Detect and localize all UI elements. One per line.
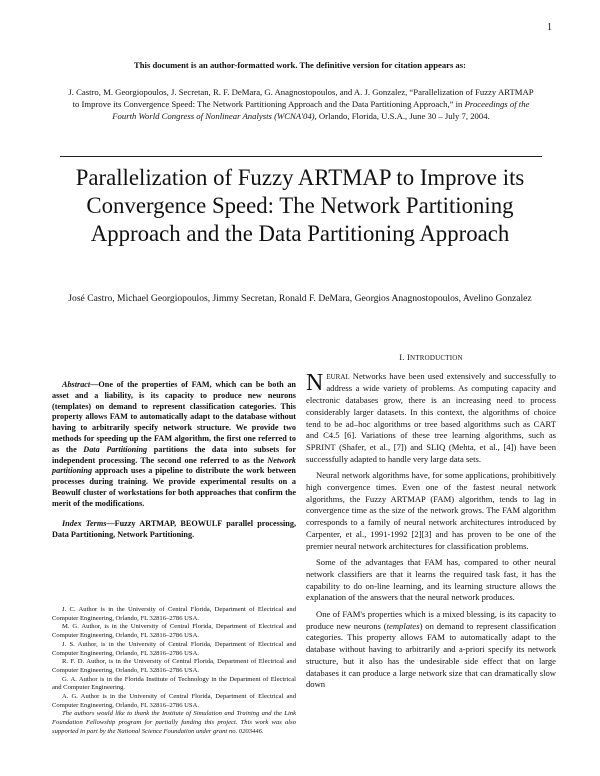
body-text: One of FAM's properties which is a mixed blessing, is its capacity to produce new neurons ( <box>306 609 556 631</box>
right-column <box>306 352 556 691</box>
index-terms-dash: — <box>106 518 115 528</box>
section-title-rest: NTRODUCTION <box>410 354 463 362</box>
author-list: José Castro, Michael Georgiopoulos, Jimmy Secretan, Ronald F. DeMara, Georgios Anagnostopoulos, Avelino Gonzalez <box>68 293 532 304</box>
abstract-text-1: One of the properties of FAM, which can be both an asset and a liability, is its capacity to produce new neurons (templates) on demand to represent classification categories. This property allows FAM to automatically adapt to the database without having to arbitrarily specify network structure. We provide two methods for speeding up the FAM algorithm, the first one referred to as the <box>52 380 296 454</box>
citation-location-date: , Orlando, Florida, U.S.A., June 30 – July 7, 2004. <box>314 111 490 121</box>
left-column <box>52 352 296 540</box>
abstract-dash: — <box>90 380 99 389</box>
drop-cap: N <box>306 369 324 396</box>
page-number: 1 <box>547 22 552 33</box>
body-text: ) on demand to represent classification categories. This property allows FAM to automatically adapt to the database without having to arbitrarily and a-priori specify its network structure, but it also has the undesirable side effect that on large databases it can produce a large network size that can dramatically slow down <box>306 620 556 690</box>
abstract-emphasis-2: Network partitioning <box>52 455 296 476</box>
index-terms <box>52 518 296 540</box>
footnote: M. G. Author, is in the University of Central Florida, Department of Electrical and Computer Engineering, Orlando, FL 32816–2786 USA. <box>52 623 296 640</box>
index-terms-text: Fuzzy ARTMAP, BEOWULF parallel processing, Data Partitioning, Network Partitioning. <box>52 518 296 539</box>
author-footnotes <box>52 606 296 737</box>
citation-authors-title: J. Castro, M. Georgiopoulos, J. Secretan, R. F. DeMara, G. Anagnostopoulos, and A. J. Gonzalez, “Parallelization of Fuzzy ARTMAP to Improve its Convergence Speed: The Network Partitioning Approach and the Data Partitioning Approach,” in <box>68 87 534 109</box>
paper-title: Parallelization of Fuzzy ARTMAP to Improve its Convergence Speed: The Network Partitioning Approach and the Data Partitioning Approach <box>75 165 525 246</box>
abstract-emphasis-1: Data Partitioning <box>83 444 148 454</box>
body-paragraph-2: Neural network algorithms have, for some applications, prohibitively high convergence times. Even one of the fastest neural network algorithms, the Fuzzy ARTMAP (FAM) algorithm, tends to lag in convergence time as the size of the network grows. The FAM algorithm corresponds to a family of neural network architectures introduced by Carpenter, et al., 1991-1992 [2][3] and has proven to be one of the premier neural network architectures for classification problems. <box>306 470 556 551</box>
body-paragraph-4 <box>306 609 556 691</box>
index-terms-label: Index Terms <box>62 518 107 528</box>
citation-venue: Proceedings of the Fourth World Congress of Nonlinear Analysts (WCNA'04) <box>112 99 530 121</box>
abstract-label: Abstract <box>62 380 91 389</box>
body-text: Networks have been used extensively and successfully to address a wide variety of problems. As computing capacity and electronic databases grow, there is an increasing need to process considerably larger datasets. In this context, the algorithms of choice tend to be ad–hoc algorithms or tree based algorithms such as CART and C4.5 [6]. Variations of these tree learning algorithms, such as SPRINT (Shafer, et al., [7]) and SLIQ (Mehta, et al., [4]) have been successfully adapted to handle very large data sets. <box>306 370 556 464</box>
body-paragraph-3: Some of the advantages that FAM has, compared to other neural network classifiers are that it learns the required task fast, it has the capability to do on-line learning, and its learning structure allows the explanation of the answers that the neural network produces. <box>306 557 556 603</box>
section-numeral: I. <box>399 352 405 362</box>
citation-block <box>68 86 534 122</box>
section-heading-introduction <box>306 352 556 365</box>
footnote: R. F. D. Author, is in the University of Central Florida, Department of Electrical and Computer Engineering, Orlando, FL 32816–2786 USA. <box>52 658 296 674</box>
smallcaps-word: EURAL <box>326 372 350 381</box>
abstract-text-2: partitions the data into subsets for independent processing. The second one referred to as the <box>52 444 297 465</box>
acknowledgement: The authors would like to thank the Institute of Simulation and Training and the Link Foundation Fellowship program for partially funding this project. This work was also supported in part by the National Science Foundation under grant no. 0203446. <box>52 710 296 735</box>
citation-notice: This document is an author-formatted work. The definitive version for citation appears as: <box>134 60 466 70</box>
footnote: J. S. Author, is in the University of Central Florida, Department of Electrical and Computer Engineering, Orlando, FL 32816–2786 USA. <box>52 640 296 657</box>
title-rule <box>60 156 542 157</box>
footnote: A. G. Author is in the University of Central Florida, Department of Electrical and Computer Engineering, Orlando, FL 32816–2786 USA. <box>52 693 296 709</box>
body-paragraph-1 <box>306 371 556 466</box>
body-emphasis: templates <box>386 620 420 631</box>
section-initial: I <box>406 352 411 362</box>
abstract <box>52 380 296 510</box>
footnote: J. C. Author is in the University of Central Florida, Department of Electrical and Computer Engineering, Orlando, FL 32816–2786 USA. <box>52 606 296 622</box>
footnote: G. A. Author is in the Florida Institute of Technology in the Department of Electrical and Computer Engineering. <box>52 675 296 692</box>
abstract-text-3: approach uses a pipeline to distribute the work between processes during training. We provide experimental results on a Beowulf cluster of workstations for both approaches that confirm the merit of the modifications. <box>52 466 296 508</box>
